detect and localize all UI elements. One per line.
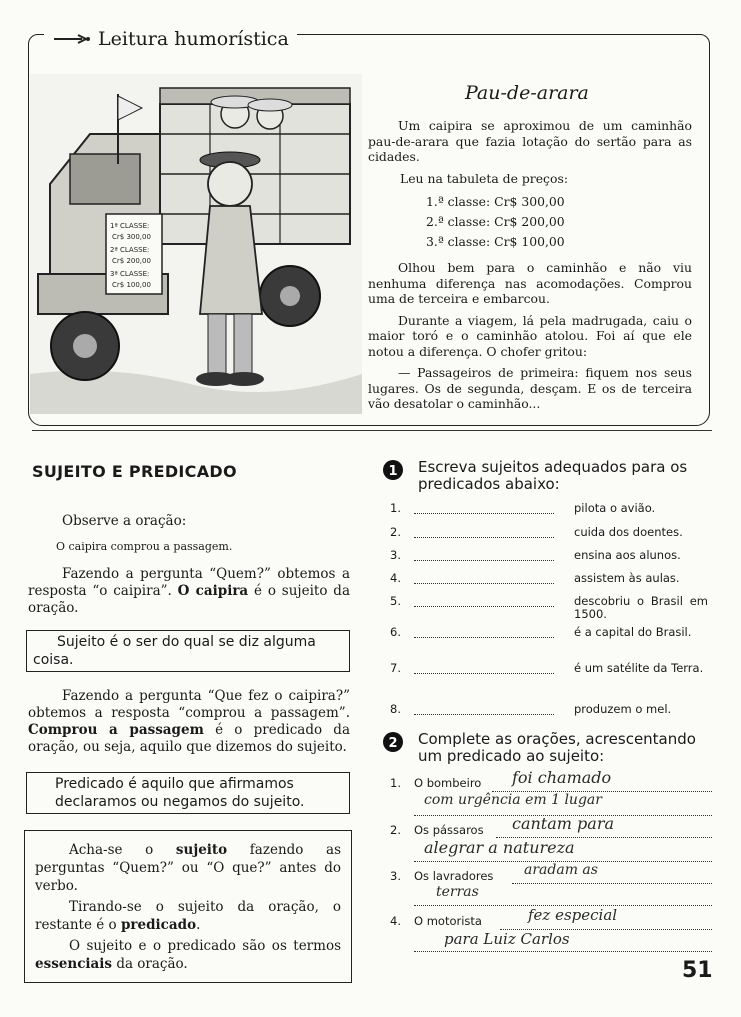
sign-line: 3ª CLASSE: — [110, 270, 150, 278]
number-1-badge-icon — [382, 459, 404, 481]
item-predicate: pilota o avião. — [574, 501, 656, 515]
item-subject: O bombeiro — [414, 776, 482, 790]
story-paragraph: Durante a viagem, lá pela madrugada, caiu o maior toró e o caminhão atolou. Foi aí que ele notou a diferença. O chofer gritou: — [368, 312, 692, 359]
item-number: 3. — [390, 548, 401, 562]
text-run: Fazendo a pergunta “Quem?” obtemos a resposta “o caipira”. — [28, 566, 350, 599]
price-item: 3.ª classe: Cr$ 100,00 — [426, 234, 565, 249]
answer-line[interactable] — [414, 662, 554, 674]
text-run: Tirando-se o sujeito da oração, o restante é o — [35, 899, 341, 933]
text-run: da oração. — [112, 956, 188, 972]
handwritten-answer: alegrar a natureza — [424, 838, 575, 857]
answer-line[interactable] — [414, 703, 554, 715]
definition-text: Predicado é aquilo que afirmamos declaramos ou negamos do sujeito. — [55, 776, 305, 810]
reading-label: Leitura humorística — [98, 28, 289, 50]
story-paragraph: — Passageiros de primeira: fiquem nos seus lugares. Os de segunda, desçam. E os de terceira vão desatolar o caminhão... — [368, 365, 692, 411]
item-subject: Os lavradores — [414, 869, 494, 883]
observe-text: Observe a oração: — [62, 513, 187, 529]
answer-line[interactable] — [414, 502, 554, 514]
item-number: 6. — [390, 625, 401, 639]
handwritten-answer: terras — [436, 884, 479, 900]
item-predicate: cuida dos doentes. — [574, 525, 683, 539]
handwritten-answer: foi chamado — [512, 768, 612, 787]
item-number: 8. — [390, 702, 401, 716]
text-run: essenciais — [35, 956, 113, 972]
section-divider — [32, 430, 712, 431]
text-run: Acha-se o — [69, 842, 176, 858]
text-run: é o sujeito da oração. — [28, 583, 350, 616]
observe-label — [28, 513, 350, 530]
paragraph-predicado — [28, 688, 350, 756]
exercise-2-instruction: Complete as orações, acrescentando um predicado ao sujeito: — [418, 730, 696, 765]
answer-line[interactable] — [414, 572, 554, 584]
answer-line[interactable] — [414, 950, 712, 952]
exercise-1-header — [382, 459, 712, 493]
text-run: predicado — [120, 917, 197, 933]
text-run: . — [196, 917, 201, 933]
story-paragraph: Um caipira se aproximou de um caminhão pau-de-arara que fazia lotação do sertão para as cidades. — [368, 118, 692, 164]
item-number: 7. — [390, 661, 401, 675]
definition-term: Sujeito — [57, 634, 106, 650]
truck-illustration — [30, 74, 362, 414]
text-run: Comprou a passagem — [28, 722, 204, 738]
exercise-number: 2 — [388, 736, 398, 751]
story-text — [368, 118, 692, 418]
answer-line[interactable] — [414, 549, 554, 561]
paragraph-sujeito — [28, 566, 350, 617]
summary-paragraph — [35, 898, 341, 934]
price-item: 1.ª classe: Cr$ 300,00 — [426, 194, 565, 209]
item-subject: O motorista — [414, 914, 482, 928]
item-number: 2. — [390, 823, 401, 837]
text-run: O sujeito e o predicado são os termos — [69, 938, 341, 954]
item-predicate: descobriu o Brasil em 1500. — [574, 594, 708, 621]
item-predicate: assistem às aulas. — [574, 571, 680, 585]
story-paragraph: Olhou bem para o caminhão e não viu nenhuma diferença nas acomodações. Comprou uma de terceira e embarcou. — [368, 260, 692, 306]
paperclip-icon — [52, 33, 92, 45]
answer-line[interactable] — [414, 595, 554, 607]
definition-sujeito-box — [26, 630, 350, 672]
summary-paragraph — [35, 937, 341, 973]
sign-line: Cr$ 100,00 — [112, 281, 151, 289]
text-run: é o predicado da oração, ou seja, aquilo que dizemos do sujeito. — [28, 722, 350, 755]
item-number: 2. — [390, 525, 401, 539]
sign-line: Cr$ 200,00 — [112, 257, 151, 265]
item-number: 3. — [390, 869, 401, 883]
item-predicate: produzem o mel. — [574, 702, 672, 716]
handwritten-answer: aradam as — [524, 862, 598, 878]
item-predicate: ensina aos alunos. — [574, 548, 681, 562]
item-predicate: é um satélite da Terra. — [574, 661, 704, 675]
exercise-1-instruction: Escreva sujeitos adequados para os predicados abaixo: — [418, 458, 688, 493]
exercise-number: 1 — [388, 464, 398, 479]
story-paragraph: Leu na tabuleta de preços: — [400, 170, 568, 186]
text-run: Fazendo a pergunta “Que fez o caipira?” obtemos a resposta “comprou a passagem”. — [28, 688, 350, 721]
definition-predicado-box — [26, 772, 350, 814]
text-run: sujeito — [175, 842, 228, 858]
story-title: Pau-de-arara — [465, 82, 589, 104]
item-number: 4. — [390, 914, 401, 928]
summary-paragraph — [35, 841, 341, 895]
item-number: 1. — [390, 501, 401, 515]
price-list — [426, 192, 692, 252]
item-number: 5. — [390, 594, 401, 608]
exercise-2-header — [382, 731, 712, 765]
sign-line: Cr$ 300,00 — [112, 233, 151, 241]
reading-header — [44, 28, 297, 50]
text-run: O caipira — [177, 583, 249, 599]
item-subject: Os pássaros — [414, 823, 484, 837]
answer-line[interactable] — [414, 626, 554, 638]
text-run: fazendo as perguntas “Quem?” ou “O que?” antes do verbo. — [35, 842, 341, 894]
page-number: 51 — [682, 958, 713, 983]
definition-text: é o ser do qual se diz alguma coisa. — [33, 634, 316, 668]
summary-box — [24, 830, 352, 983]
handwritten-answer: para Luiz Carlos — [444, 930, 570, 948]
answer-line[interactable] — [414, 526, 554, 538]
item-number: 4. — [390, 571, 401, 585]
answer-line[interactable] — [512, 882, 712, 884]
sign-line: 2ª CLASSE: — [110, 246, 150, 254]
sign-line: 1ª CLASSE: — [110, 222, 150, 230]
price-item: 2.ª classe: Cr$ 200,00 — [426, 214, 565, 229]
section-title: SUJEITO E PREDICADO — [32, 462, 237, 481]
item-number: 1. — [390, 776, 401, 790]
handwritten-answer: fez especial — [528, 906, 618, 924]
handwritten-answer: com urgência em 1 lugar — [424, 792, 602, 808]
handwritten-answer: cantam para — [512, 814, 614, 833]
example-sentence: O caipira comprou a passagem. — [56, 540, 233, 553]
item-predicate: é a capital do Brasil. — [574, 625, 692, 639]
number-2-badge-icon — [382, 731, 404, 753]
